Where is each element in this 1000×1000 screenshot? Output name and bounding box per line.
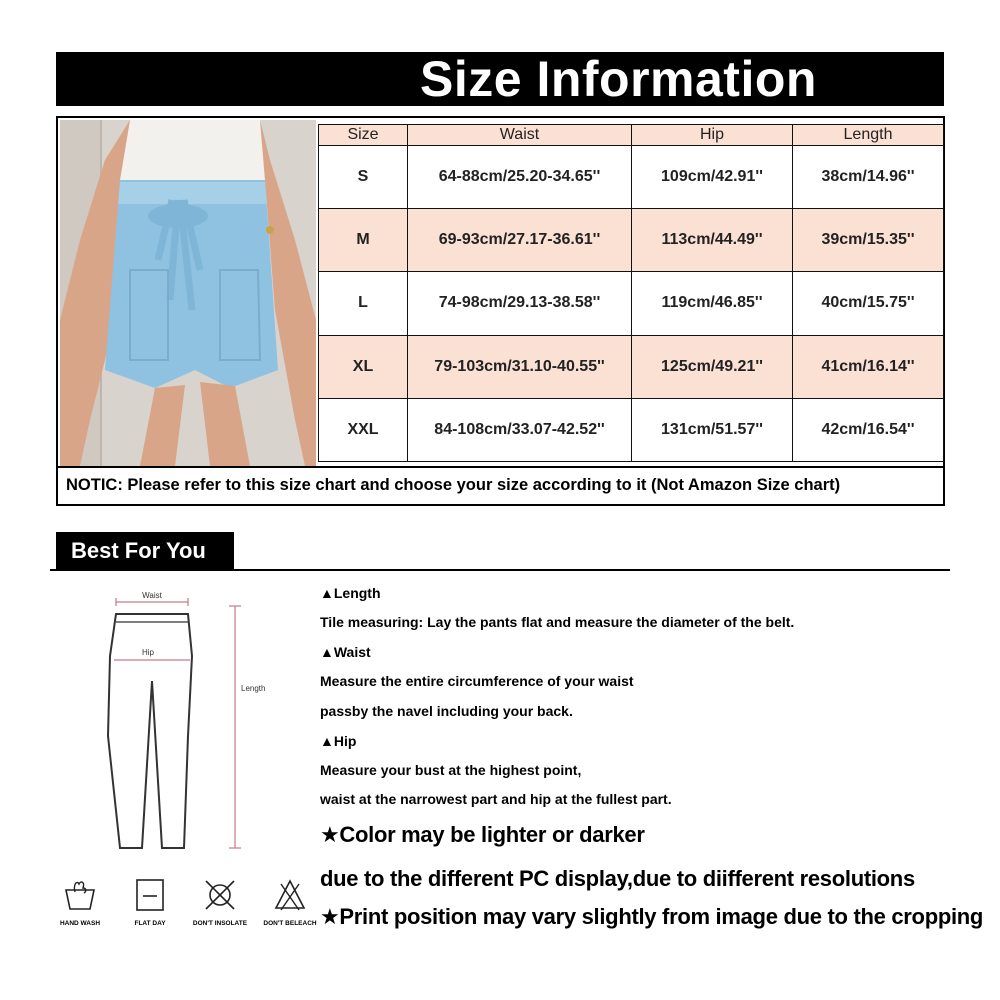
cell-waist: 79-103cm/31.10-40.55'' <box>408 335 632 398</box>
cell-waist: 69-93cm/27.17-36.61'' <box>408 209 632 272</box>
length-heading: ▲Length <box>320 585 381 601</box>
hip-label: Hip <box>141 648 155 657</box>
waist-label: Waist <box>142 591 162 600</box>
do-not-bleach-icon <box>273 878 307 912</box>
best-for-you-heading: Best For You <box>56 532 234 570</box>
length-label: Length <box>241 684 266 693</box>
waist-heading: ▲Waist <box>320 644 371 660</box>
length-text: Tile measuring: Lay the pants flat and measure the diameter of the belt. <box>320 614 795 630</box>
cell-waist: 64-88cm/25.20-34.65'' <box>408 146 632 209</box>
cell-length: 38cm/14.96'' <box>793 146 944 209</box>
product-photo <box>60 120 316 466</box>
waist-text-1: Measure the entire circumference of your waist <box>320 673 634 689</box>
cell-size: XXL <box>319 398 408 461</box>
header-length: Length <box>793 125 944 146</box>
measurement-diagram <box>96 586 296 856</box>
table-row <box>319 272 944 335</box>
care-label: DON'T INSOLATE <box>192 920 248 927</box>
cell-hip: 119cm/46.85'' <box>632 272 793 335</box>
header-size: Size <box>319 125 408 146</box>
cell-length: 42cm/16.54'' <box>793 398 944 461</box>
care-do-not-insulate <box>180 878 260 927</box>
notice-divider <box>58 466 943 468</box>
hip-text-2: waist at the narrowest part and hip at the fullest part. <box>320 791 672 807</box>
size-chart-panel <box>56 116 945 506</box>
cell-size: S <box>319 146 408 209</box>
color-note-1: ★Color may be lighter or darker <box>320 822 645 847</box>
care-hand-wash <box>40 878 120 927</box>
cell-waist: 74-98cm/29.13-38.58'' <box>408 272 632 335</box>
page-title: Size Information <box>56 52 944 106</box>
cell-hip: 109cm/42.91'' <box>632 146 793 209</box>
care-do-not-bleach <box>250 878 330 927</box>
do-not-insulate-icon <box>203 878 237 912</box>
cell-hip: 113cm/44.49'' <box>632 209 793 272</box>
color-note-2: due to the different PC display,due to diifferent resolutions <box>320 866 915 891</box>
cell-length: 40cm/15.75'' <box>793 272 944 335</box>
table-row <box>319 398 944 461</box>
table-row <box>319 209 944 272</box>
care-flat-dry <box>110 878 190 927</box>
cell-hip: 125cm/49.21'' <box>632 335 793 398</box>
size-table-wrap <box>318 124 944 462</box>
care-label: FLAT DAY <box>134 920 166 927</box>
hand-wash-icon <box>63 878 97 912</box>
cell-size: L <box>319 272 408 335</box>
hip-text-1: Measure your bust at the highest point, <box>320 762 582 778</box>
pants-outline-icon <box>96 586 296 856</box>
cell-hip: 131cm/51.57'' <box>632 398 793 461</box>
care-label: HAND WASH <box>59 920 101 927</box>
waist-text-2: passby the navel including your back. <box>320 703 573 719</box>
size-notice: NOTIC: Please refer to this size chart and choose your size according to it (Not Amazon Size chart) <box>66 476 841 494</box>
header-waist: Waist <box>408 125 632 146</box>
print-note: ★Print position may vary slightly from image due to the cropping <box>320 904 984 929</box>
hip-heading: ▲Hip <box>320 733 357 749</box>
care-label: DON'T BELEACH <box>263 920 317 927</box>
table-row <box>319 146 944 209</box>
cell-length: 41cm/16.14'' <box>793 335 944 398</box>
section-divider <box>50 569 950 571</box>
cell-size: XL <box>319 335 408 398</box>
model-shorts-image <box>60 120 316 466</box>
cell-waist: 84-108cm/33.07-42.52'' <box>408 398 632 461</box>
table-header-row <box>319 125 944 146</box>
table-row <box>319 335 944 398</box>
size-table <box>318 124 944 462</box>
cell-size: M <box>319 209 408 272</box>
flat-dry-icon <box>133 878 167 912</box>
cell-length: 39cm/15.35'' <box>793 209 944 272</box>
header-hip: Hip <box>632 125 793 146</box>
